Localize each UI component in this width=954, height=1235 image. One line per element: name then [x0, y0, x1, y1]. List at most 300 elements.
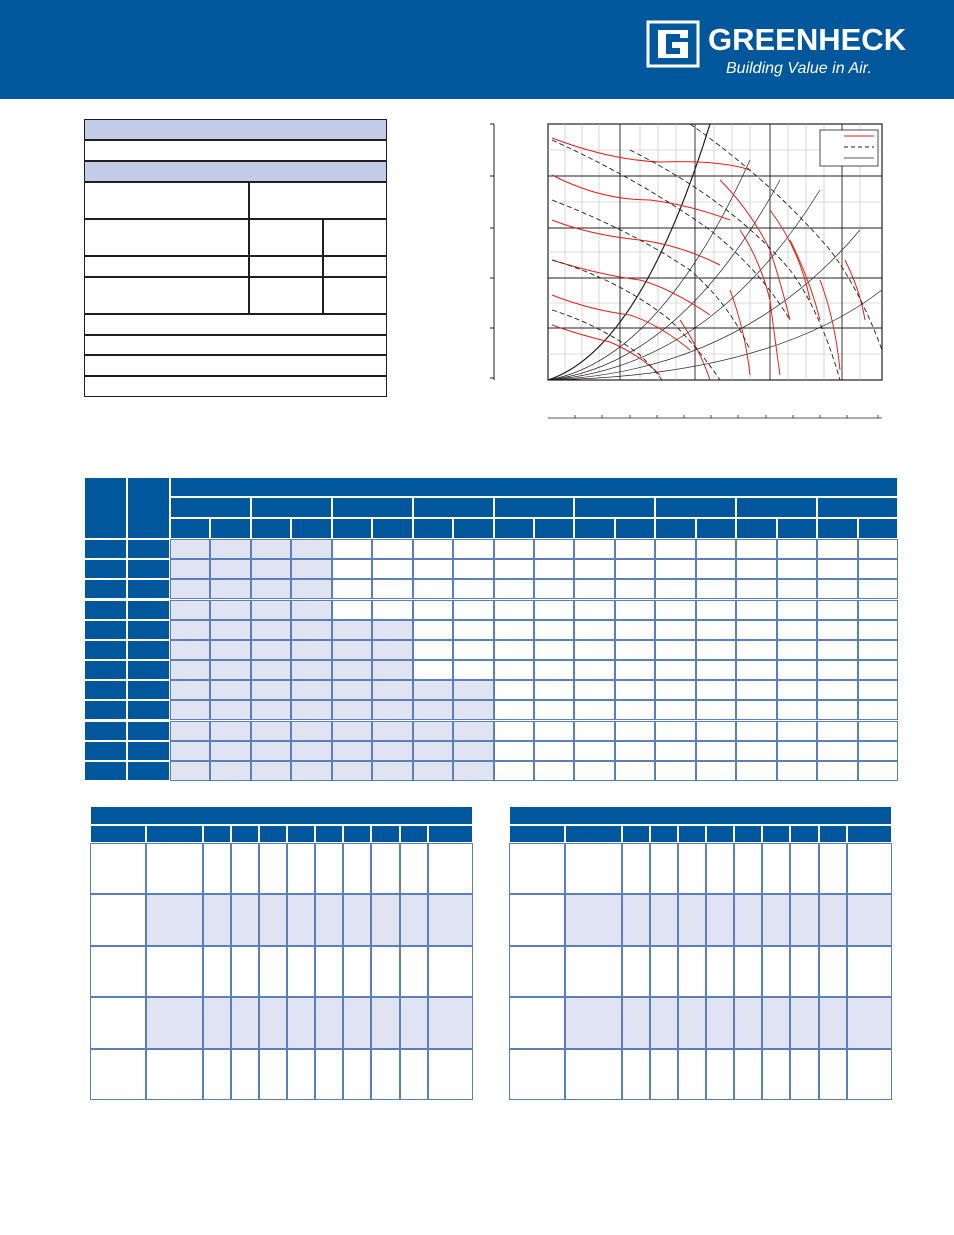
table-data-cell [817, 620, 857, 640]
table-data-cell [413, 559, 453, 579]
table-data-cell [817, 660, 857, 680]
table-data-cell [494, 741, 534, 761]
table-row-header [127, 620, 170, 640]
table-data-cell [858, 539, 898, 559]
table-data-cell [291, 579, 331, 599]
detail-data-cell [231, 843, 259, 894]
detail-data-cell [734, 843, 762, 894]
table-data-cell [453, 640, 493, 660]
detail-header-cell [847, 825, 892, 843]
detail-data-cell [428, 843, 473, 894]
table-header-cell [736, 497, 817, 518]
detail-table-left [90, 806, 473, 1100]
detail-data-cell [371, 1049, 399, 1100]
table-data-cell [291, 721, 331, 741]
detail-data-cell [819, 1049, 847, 1100]
table-data-cell [534, 741, 574, 761]
detail-data-cell [678, 1049, 706, 1100]
table-data-cell [574, 721, 614, 741]
table-data-cell [615, 721, 655, 741]
detail-data-cell [259, 894, 287, 945]
detail-data-cell [287, 843, 315, 894]
detail-data-cell [315, 894, 343, 945]
table-header-cell [413, 518, 453, 539]
table-data-cell [696, 761, 736, 781]
spec-cell [249, 277, 323, 314]
table-row-header [84, 559, 127, 579]
table-data-cell [736, 579, 776, 599]
table-data-cell [777, 539, 817, 559]
table-header-cell [170, 497, 251, 518]
table-data-cell [534, 721, 574, 741]
detail-data-cell [819, 946, 847, 997]
performance-chart [490, 120, 890, 425]
table-data-cell [332, 680, 372, 700]
table-data-cell [170, 721, 210, 741]
table-data-cell [615, 620, 655, 640]
table-data-cell [291, 620, 331, 640]
detail-data-cell [343, 997, 371, 1048]
table-data-cell [736, 721, 776, 741]
detail-header-cell [678, 825, 706, 843]
detail-data-cell [762, 894, 790, 945]
detail-data-cell [678, 894, 706, 945]
table-row-header [84, 660, 127, 680]
table-data-cell [251, 700, 291, 720]
table-data-cell [534, 559, 574, 579]
table-data-cell [453, 579, 493, 599]
table-data-cell [858, 640, 898, 660]
detail-data-cell [734, 1049, 762, 1100]
spec-cell [323, 219, 387, 256]
table-data-cell [777, 640, 817, 660]
detail-data-cell [428, 946, 473, 997]
table-header-cell [170, 518, 210, 539]
table-data-cell [251, 640, 291, 660]
table-data-cell [332, 539, 372, 559]
spec-header-row [84, 119, 387, 140]
table-data-cell [413, 620, 453, 640]
table-data-cell [655, 559, 695, 579]
table-data-cell [291, 761, 331, 781]
detail-data-cell [650, 843, 678, 894]
table-data-cell [453, 700, 493, 720]
table-data-cell [332, 721, 372, 741]
table-data-cell [372, 680, 412, 700]
detail-data-cell [762, 997, 790, 1048]
detail-data-cell [734, 997, 762, 1048]
table-data-cell [413, 721, 453, 741]
table-data-cell [696, 579, 736, 599]
table-data-cell [736, 539, 776, 559]
table-row-header [127, 721, 170, 741]
table-data-cell [170, 741, 210, 761]
table-data-cell [372, 600, 412, 620]
table-row-header [84, 761, 127, 781]
detail-data-cell [509, 997, 565, 1048]
table-data-cell [817, 721, 857, 741]
specification-table [84, 119, 387, 397]
table-data-cell [615, 579, 655, 599]
table-data-cell [453, 680, 493, 700]
table-data-cell [655, 741, 695, 761]
table-header-cell [332, 497, 413, 518]
table-data-cell [170, 620, 210, 640]
table-data-cell [696, 660, 736, 680]
table-data-cell [332, 741, 372, 761]
table-data-cell [574, 700, 614, 720]
table-data-cell [291, 640, 331, 660]
table-row-header [127, 539, 170, 559]
table-data-cell [574, 640, 614, 660]
table-header-cell [251, 518, 291, 539]
table-data-cell [210, 559, 250, 579]
spec-row [84, 376, 387, 397]
detail-data-cell [343, 843, 371, 894]
table-data-cell [291, 660, 331, 680]
chart-legend [820, 130, 878, 166]
table-data-cell [170, 660, 210, 680]
table-data-cell [655, 721, 695, 741]
detail-data-cell [790, 997, 818, 1048]
table-data-cell [574, 680, 614, 700]
spec-row [84, 314, 387, 335]
detail-data-cell [847, 843, 892, 894]
detail-header-cell [565, 825, 621, 843]
table-data-cell [372, 721, 412, 741]
spec-row [84, 140, 387, 161]
table-data-cell [736, 620, 776, 640]
detail-data-cell [90, 843, 146, 894]
table-data-cell [574, 600, 614, 620]
detail-data-cell [371, 843, 399, 894]
detail-data-cell [790, 894, 818, 945]
table-data-cell [615, 761, 655, 781]
table-row-header [84, 700, 127, 720]
table-data-cell [615, 741, 655, 761]
table-data-cell [291, 700, 331, 720]
table-row-header [127, 741, 170, 761]
table-data-cell [817, 741, 857, 761]
table-data-cell [210, 721, 250, 741]
detail-data-cell [706, 997, 734, 1048]
table-data-cell [858, 579, 898, 599]
table-row-header [127, 600, 170, 620]
table-data-cell [736, 559, 776, 579]
detail-data-cell [734, 894, 762, 945]
detail-data-cell [565, 843, 621, 894]
table-data-cell [736, 700, 776, 720]
table-row-header [127, 761, 170, 781]
table-row-header [127, 680, 170, 700]
spec-cell [84, 219, 249, 256]
spec-cell [84, 182, 249, 219]
table-data-cell [615, 640, 655, 660]
detail-data-cell [706, 894, 734, 945]
detail-data-cell [400, 894, 428, 945]
detail-data-cell [819, 843, 847, 894]
detail-data-cell [371, 946, 399, 997]
detail-header-cell [790, 825, 818, 843]
table-data-cell [251, 660, 291, 680]
spec-row [84, 335, 387, 355]
table-data-cell [858, 721, 898, 741]
table-data-cell [170, 579, 210, 599]
table-data-cell [696, 640, 736, 660]
table-row-header [127, 640, 170, 660]
table-data-cell [494, 761, 534, 781]
brand-logo [646, 18, 907, 80]
detail-header-cell [146, 825, 202, 843]
table-data-cell [332, 579, 372, 599]
table-data-cell [210, 700, 250, 720]
detail-data-cell [287, 946, 315, 997]
detail-data-cell [565, 894, 621, 945]
table-data-cell [210, 640, 250, 660]
table-header-cell [372, 518, 412, 539]
table-header-cell [777, 518, 817, 539]
table-data-cell [696, 620, 736, 640]
table-row-header [127, 700, 170, 720]
table-data-cell [615, 700, 655, 720]
table-data-cell [777, 559, 817, 579]
detail-header-cell [90, 825, 146, 843]
table-data-cell [494, 721, 534, 741]
table-data-cell [696, 741, 736, 761]
table-header-cell [534, 518, 574, 539]
detail-data-cell [509, 1049, 565, 1100]
table-data-cell [251, 680, 291, 700]
table-header-cell [332, 518, 372, 539]
table-row-header [127, 559, 170, 579]
detail-data-cell [622, 946, 650, 997]
detail-header-cell [259, 825, 287, 843]
detail-data-cell [231, 997, 259, 1048]
table-data-cell [574, 620, 614, 640]
table-row-header [84, 620, 127, 640]
table-data-cell [332, 700, 372, 720]
table-data-cell [736, 761, 776, 781]
table-data-cell [655, 680, 695, 700]
table-data-cell [615, 539, 655, 559]
detail-data-cell [315, 997, 343, 1048]
detail-data-cell [819, 894, 847, 945]
table-data-cell [413, 761, 453, 781]
table-data-cell [291, 600, 331, 620]
table-data-cell [574, 559, 614, 579]
table-data-cell [453, 559, 493, 579]
table-data-cell [655, 600, 695, 620]
left-axis [490, 124, 494, 380]
detail-data-cell [622, 997, 650, 1048]
table-data-cell [817, 539, 857, 559]
table-header-cell [127, 477, 170, 539]
table-data-cell [858, 741, 898, 761]
detail-data-cell [790, 843, 818, 894]
table-header-cell [413, 497, 494, 518]
table-data-cell [251, 539, 291, 559]
table-data-cell [615, 680, 655, 700]
table-header-cell [655, 518, 695, 539]
table-data-cell [210, 741, 250, 761]
table-data-cell [655, 640, 695, 660]
table-data-cell [453, 600, 493, 620]
table-data-cell [372, 741, 412, 761]
table-header-cell [615, 518, 655, 539]
bottom-axis [548, 415, 882, 418]
detail-header-cell [315, 825, 343, 843]
detail-data-cell [400, 1049, 428, 1100]
table-data-cell [574, 579, 614, 599]
table-data-cell [251, 579, 291, 599]
table-data-cell [413, 660, 453, 680]
detail-data-cell [259, 843, 287, 894]
table-data-cell [170, 539, 210, 559]
table-data-cell [534, 620, 574, 640]
detail-data-cell [90, 894, 146, 945]
table-data-cell [453, 539, 493, 559]
table-header-cell [655, 497, 736, 518]
detail-data-cell [259, 997, 287, 1048]
table-data-cell [777, 761, 817, 781]
table-row-header [84, 539, 127, 559]
detail-data-cell [565, 1049, 621, 1100]
detail-data-cell [146, 946, 202, 997]
table-data-cell [413, 640, 453, 660]
performance-table [84, 477, 898, 781]
table-data-cell [170, 559, 210, 579]
table-data-cell [413, 680, 453, 700]
table-data-cell [494, 579, 534, 599]
detail-data-cell [287, 1049, 315, 1100]
table-data-cell [655, 700, 695, 720]
table-header-cell [858, 518, 898, 539]
table-data-cell [534, 539, 574, 559]
spec-cell [323, 256, 387, 277]
table-data-cell [858, 559, 898, 579]
table-data-cell [817, 680, 857, 700]
table-header-cell [291, 518, 331, 539]
table-data-cell [170, 600, 210, 620]
table-data-cell [858, 700, 898, 720]
detail-title-bar [90, 806, 473, 825]
detail-header-cell [428, 825, 473, 843]
detail-data-cell [706, 843, 734, 894]
table-data-cell [494, 600, 534, 620]
table-data-cell [817, 640, 857, 660]
table-data-cell [777, 600, 817, 620]
detail-data-cell [203, 1049, 231, 1100]
table-data-cell [655, 539, 695, 559]
detail-data-cell [231, 894, 259, 945]
table-data-cell [777, 620, 817, 640]
table-header-cell [817, 497, 898, 518]
table-header-cell [494, 497, 575, 518]
detail-data-cell [509, 843, 565, 894]
table-data-cell [777, 660, 817, 680]
table-data-cell [494, 620, 534, 640]
detail-data-cell [650, 997, 678, 1048]
table-data-cell [736, 600, 776, 620]
table-data-cell [696, 539, 736, 559]
table-data-cell [251, 620, 291, 640]
detail-header-cell [819, 825, 847, 843]
table-data-cell [332, 620, 372, 640]
detail-header-cell [231, 825, 259, 843]
detail-data-cell [146, 997, 202, 1048]
table-row-header [84, 579, 127, 599]
table-data-cell [574, 539, 614, 559]
table-data-cell [372, 620, 412, 640]
table-data-cell [615, 559, 655, 579]
table-data-cell [655, 761, 695, 781]
detail-data-cell [762, 946, 790, 997]
table-data-cell [858, 660, 898, 680]
detail-data-cell [315, 843, 343, 894]
detail-data-cell [847, 894, 892, 945]
table-data-cell [534, 680, 574, 700]
detail-data-cell [203, 997, 231, 1048]
spec-row [84, 355, 387, 376]
brand-tagline: Building Value in Air. [726, 60, 872, 77]
table-header-cell [494, 518, 534, 539]
detail-data-cell [231, 1049, 259, 1100]
table-data-cell [858, 680, 898, 700]
table-data-cell [777, 700, 817, 720]
table-data-cell [736, 741, 776, 761]
table-data-cell [453, 761, 493, 781]
detail-data-cell [565, 997, 621, 1048]
detail-data-cell [343, 894, 371, 945]
table-data-cell [453, 620, 493, 640]
detail-header-cell [400, 825, 428, 843]
detail-data-cell [622, 894, 650, 945]
spec-header-row [84, 161, 387, 182]
table-header-cell [736, 518, 776, 539]
table-data-cell [251, 559, 291, 579]
table-row-header [127, 660, 170, 680]
detail-data-cell [734, 946, 762, 997]
table-data-cell [858, 620, 898, 640]
table-data-cell [494, 640, 534, 660]
detail-data-cell [371, 997, 399, 1048]
table-data-cell [534, 640, 574, 660]
detail-data-cell [203, 946, 231, 997]
table-data-cell [494, 680, 534, 700]
table-data-cell [210, 660, 250, 680]
table-data-cell [817, 600, 857, 620]
detail-data-cell [371, 894, 399, 945]
table-row-header [84, 721, 127, 741]
table-data-cell [251, 761, 291, 781]
table-data-cell [494, 559, 534, 579]
detail-data-cell [400, 997, 428, 1048]
detail-data-cell [231, 946, 259, 997]
detail-data-cell [847, 1049, 892, 1100]
detail-data-cell [819, 997, 847, 1048]
detail-data-cell [428, 1049, 473, 1100]
detail-title-bar [509, 806, 892, 825]
table-header-cell [210, 518, 250, 539]
detail-data-cell [678, 997, 706, 1048]
table-data-cell [736, 640, 776, 660]
table-data-cell [372, 700, 412, 720]
table-data-cell [574, 660, 614, 680]
table-data-cell [372, 559, 412, 579]
detail-data-cell [678, 946, 706, 997]
spec-cell [249, 256, 323, 277]
detail-data-cell [762, 1049, 790, 1100]
